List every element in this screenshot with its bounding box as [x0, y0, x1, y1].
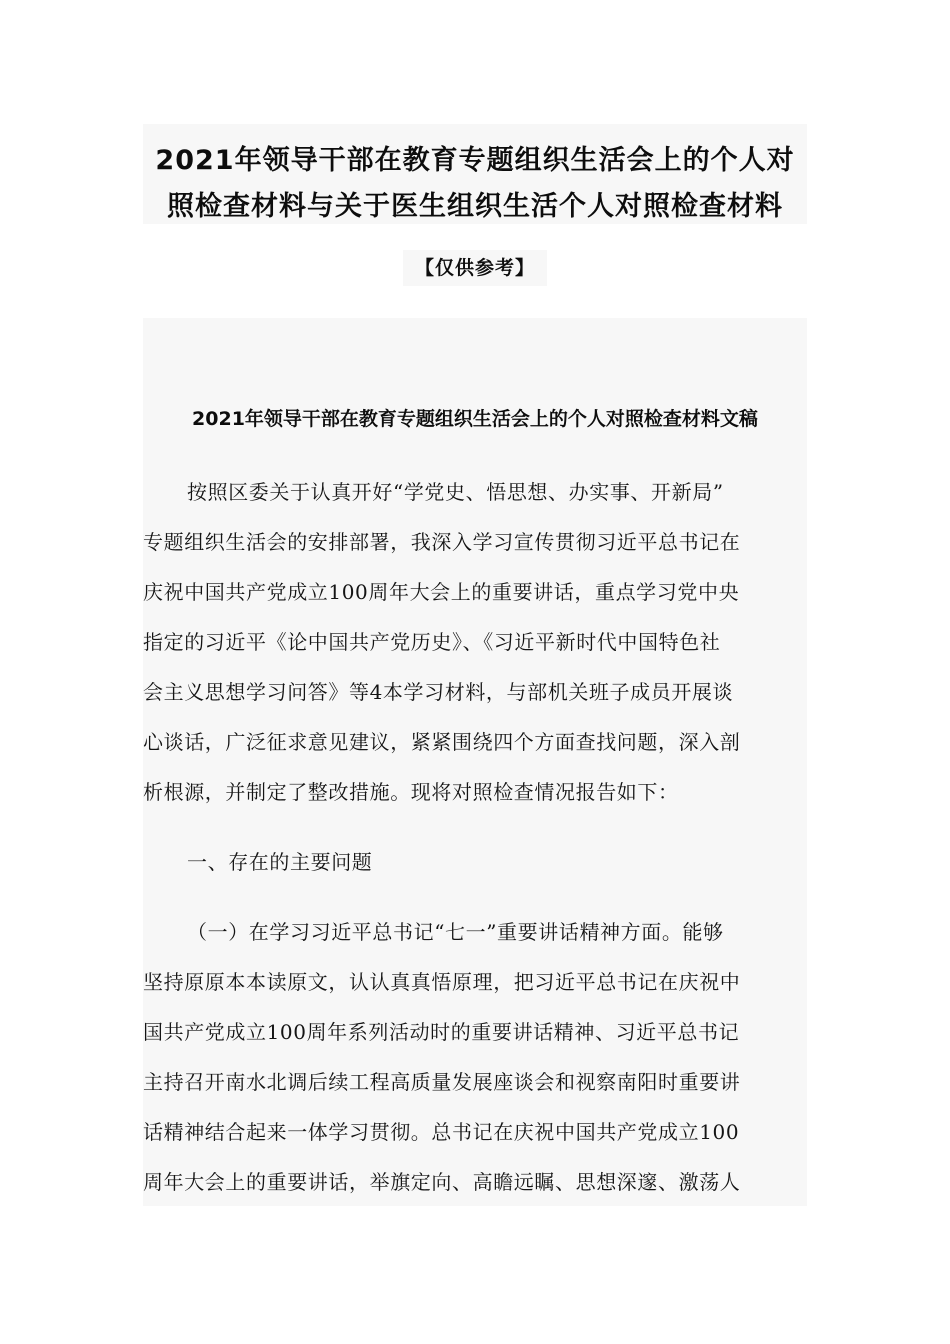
paragraph-line: 析根源，并制定了整改措施。现将对照检查情况报告如下： [143, 780, 679, 804]
document-title [143, 124, 807, 224]
title-line-2: 照检查材料与关于医生组织生活个人对照检查材料 [167, 191, 783, 222]
paragraph-line: 主持召开南水北调后续工程高质量发展座谈会和视察南阳时重要讲 [143, 1070, 741, 1094]
reference-tag: 【仅供参考】 [403, 250, 547, 286]
document-body [143, 318, 807, 1206]
paragraph-line: 会主义思想学习问答》等4本学习材料，与部机关班子成员开展谈 [143, 680, 734, 704]
paragraph-line: 专题组织生活会的安排部署，我深入学习宣传贯彻习近平总书记在 [143, 530, 741, 554]
paragraph-line: 坚持原原本本读原文，认认真真悟原理，把习近平总书记在庆祝中 [143, 970, 741, 994]
document-subtitle: 2021年领导干部在教育专题组织生活会上的个人对照检查材料文稿 [192, 408, 758, 430]
paragraph-line: 按照区委关于认真开好“学党史、悟思想、办实事、开新局” [187, 480, 724, 504]
paragraph-line: 庆祝中国共产党成立100周年大会上的重要讲话，重点学习党中央 [143, 580, 740, 604]
paragraph-line: 话精神结合起来一体学习贯彻。总书记在庆祝中国共产党成立100 [143, 1120, 740, 1144]
paragraph-line: 周年大会上的重要讲话，举旗定向、高瞻远瞩、思想深邃、激荡人 [143, 1170, 741, 1194]
paragraph-line: 国共产党成立100周年系列活动时的重要讲话精神、习近平总书记 [143, 1020, 740, 1044]
paragraph-line: 心谈话，广泛征求意见建议，紧紧围绕四个方面查找问题，深入剖 [143, 730, 741, 754]
title-line-1: 2021年领导干部在教育专题组织生活会上的个人对 [155, 145, 795, 176]
paragraph-line: 指定的习近平《论中国共产党历史》、《习近平新时代中国特色社 [143, 630, 721, 654]
section-heading: 一、存在的主要问题 [187, 850, 373, 874]
paragraph-line: （一）在学习习近平总书记“七一”重要讲话精神方面。能够 [187, 920, 724, 944]
